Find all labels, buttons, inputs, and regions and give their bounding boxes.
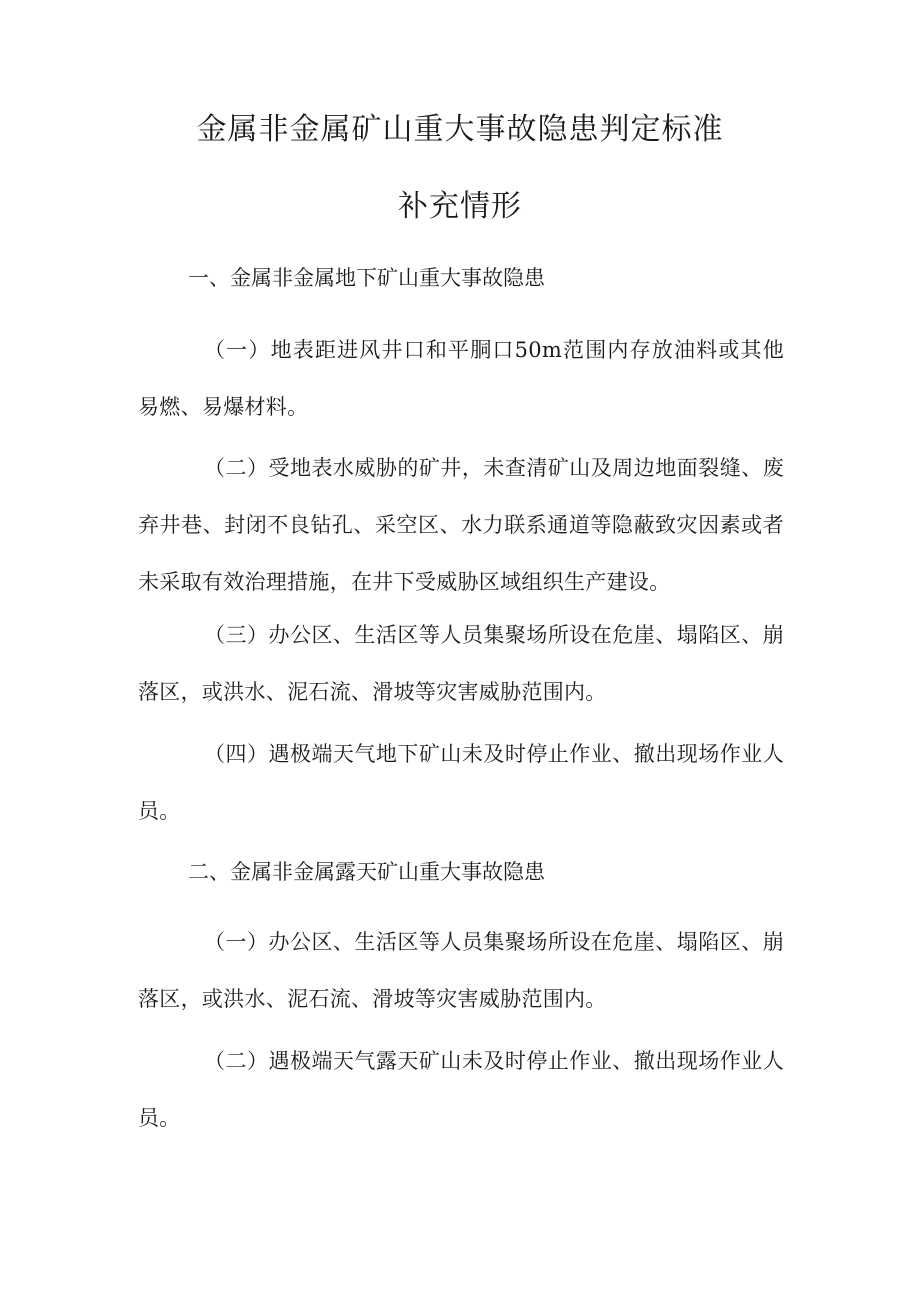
item-text: 遇极端天气地下矿山未及时停止作业、撤出现场作业人员。 [138, 742, 784, 823]
paragraph-item [138, 607, 784, 721]
paragraph-item [138, 726, 784, 840]
paragraph-item [138, 1033, 784, 1147]
item-label: （三） [204, 623, 269, 647]
item-label: （四） [204, 742, 269, 766]
paragraph-item [138, 440, 784, 611]
item-text: 办公区、生活区等人员集聚场所设在危崖、塌陷区、崩落区，或洪水、泥石流、滑坡等灾害威胁范围内。 [138, 930, 784, 1011]
item-text: 地表距进风井口和平胴口50m范围内存放油料或其他易燃、易爆材料。 [138, 338, 784, 419]
item-label: （一） [204, 338, 271, 362]
paragraph-item [138, 322, 784, 436]
document-title: 金属非金属矿山重大事故隐患判定标准 [196, 112, 724, 147]
item-label: （一） [204, 930, 269, 954]
item-text: 受地表水威胁的矿井，未查清矿山及周边地面裂缝、废弃井巷、封闭不良钻孔、采空区、水力联系通道等隐蔽致灾因素或者未采取有效治理措施，在井下受威胁区域组织生产建设。 [138, 456, 784, 594]
document-subtitle: 补充情形 [398, 189, 522, 224]
item-text: 遇极端天气露天矿山未及时停止作业、撤出现场作业人员。 [138, 1049, 784, 1130]
paragraph-item [138, 914, 784, 1028]
section-heading-underground: 一、金属非金属地下矿山重大事故隐患 [188, 266, 545, 290]
item-label: （二） [204, 1049, 269, 1073]
item-text: 办公区、生活区等人员集聚场所设在危崖、塌陷区、崩落区，或洪水、泥石流、滑坡等灾害威胁范围内。 [138, 623, 784, 704]
item-label: （二） [204, 456, 269, 480]
section-heading-open-pit: 二、金属非金属露天矿山重大事故隐患 [188, 860, 545, 884]
